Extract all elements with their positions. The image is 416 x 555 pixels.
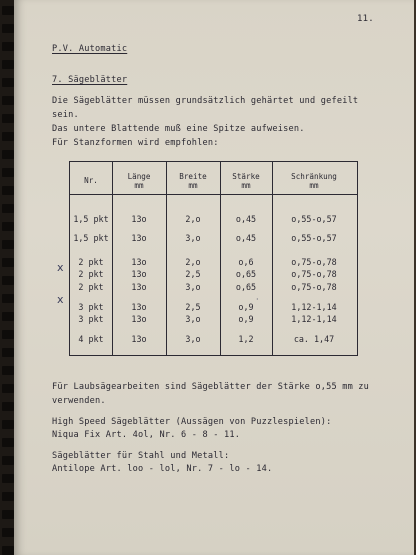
binding-hole	[2, 168, 14, 177]
table-cell-staerke: o,9	[238, 314, 254, 324]
table-cell-nr: 1,5 pkt	[73, 233, 109, 243]
table-header-label: Stärke	[232, 172, 260, 181]
table-cell-breite: 3,o	[185, 334, 201, 344]
table-header-label: Nr.	[84, 176, 98, 185]
binding-hole	[2, 330, 14, 339]
binding-hole	[2, 276, 14, 285]
paragraph-line: High Speed Sägeblätter (Aussägen von Puzzlespielen):	[52, 417, 332, 427]
binding-hole	[2, 96, 14, 105]
table-cell-laenge: 13o	[131, 302, 147, 312]
intro-line: Für Stanzformen wird empfohlen:	[52, 138, 219, 148]
intro-line: sein.	[52, 110, 79, 120]
table-cell-breite: 2,o	[185, 257, 201, 267]
binding-hole	[2, 42, 14, 51]
binding-hole	[2, 150, 14, 159]
table-cell-laenge: 13o	[131, 257, 147, 267]
paragraph-line: verwenden.	[52, 396, 106, 406]
table-cell-schraenkung: o,75-o,78	[291, 282, 337, 292]
paragraph-line: Für Laubsägearbeiten sind Sägeblätter der Stärke o,55 mm zu	[52, 382, 370, 392]
table-cell-schraenkung: o,75-o,78	[291, 257, 337, 267]
table-header-unit: mm	[134, 181, 144, 191]
binding-hole	[2, 6, 14, 15]
table-cell-breite: 2,5	[185, 269, 201, 279]
binding-hole	[2, 546, 14, 555]
table-header-unit: mm	[188, 181, 198, 191]
table-cell-staerke: o,45	[235, 233, 257, 243]
table-header-label: Breite	[179, 172, 207, 181]
table-header-breite	[163, 172, 223, 191]
intro-line: Das untere Blattende muß eine Spitze aufweisen.	[52, 124, 305, 134]
table-cell-breite: 3,o	[185, 282, 201, 292]
subsection-title: 7. Sägeblätter	[52, 75, 128, 85]
table-cell-nr: 3 pkt	[78, 314, 104, 324]
binding-hole	[2, 348, 14, 357]
binding-hole	[2, 492, 14, 501]
table-cell-breite: 2,o	[185, 214, 201, 224]
table-cell-staerke: o,45	[235, 214, 257, 224]
paragraph-line: Sägeblätter für Stahl und Metall:	[52, 451, 230, 461]
table-cell-laenge: 13o	[131, 282, 147, 292]
table-cell-staerke: o,9	[238, 302, 254, 312]
table-cell-schraenkung: 1,12-1,14	[291, 314, 337, 324]
table-cell-breite: 2,5	[185, 302, 201, 312]
binding-hole	[2, 78, 14, 87]
spiral-binding	[0, 0, 14, 555]
binding-hole	[2, 528, 14, 537]
table-cell-laenge: 13o	[131, 314, 147, 324]
table-cell-laenge: 13o	[131, 214, 147, 224]
table-header-label: Länge	[127, 172, 151, 181]
table-cell-laenge: 13o	[131, 269, 147, 279]
table-cell-nr: 4 pkt	[78, 334, 104, 344]
binding-hole	[2, 456, 14, 465]
table-cell-staerke: o,65	[235, 269, 257, 279]
table-header-laenge	[109, 172, 169, 191]
table-cell-laenge: 13o	[131, 334, 147, 344]
table-cell-staerke: 1,2	[238, 334, 254, 344]
binding-hole	[2, 132, 14, 141]
table-cell-laenge: 13o	[131, 233, 147, 243]
binding-hole	[2, 60, 14, 69]
handwritten-x-mark: x	[57, 293, 64, 306]
table-cell-nr: 2 pkt	[78, 257, 104, 267]
table-cell-nr: 2 pkt	[78, 282, 104, 292]
binding-hole	[2, 258, 14, 267]
table-header-staerke	[216, 172, 276, 191]
table-cell-schraenkung: o,55-o,57	[291, 214, 337, 224]
intro-line: Die Sägeblätter müssen grundsätzlich gehärtet und gefeilt	[52, 96, 359, 106]
binding-hole	[2, 24, 14, 33]
binding-hole	[2, 438, 14, 447]
binding-hole	[2, 510, 14, 519]
page-number: 11.	[357, 14, 374, 24]
table-header-unit: mm	[241, 181, 251, 191]
stray-dot-mark: ·	[256, 295, 259, 304]
binding-hole	[2, 402, 14, 411]
table-cell-breite: 3,o	[185, 233, 201, 243]
section-title: P.V. Automatic	[52, 44, 128, 54]
binding-hole	[2, 240, 14, 249]
binding-hole	[2, 366, 14, 375]
binding-hole	[2, 222, 14, 231]
table-cell-schraenkung: 1,12-1,14	[291, 302, 337, 312]
table-header-divider	[70, 194, 357, 195]
binding-hole	[2, 294, 14, 303]
paragraph-line: Niqua Fix Art. 4ol, Nr. 6 - 8 - 11.	[52, 430, 241, 440]
binding-hole	[2, 312, 14, 321]
table-cell-schraenkung: o,75-o,78	[291, 269, 337, 279]
binding-hole	[2, 384, 14, 393]
binding-hole	[2, 474, 14, 483]
table-header-schraenkung	[284, 172, 344, 191]
table-cell-nr: 1,5 pkt	[73, 214, 109, 224]
table-header-unit: mm	[309, 181, 319, 191]
handwritten-x-mark: x	[57, 261, 64, 274]
table-cell-schraenkung: ca. 1,47	[293, 334, 335, 344]
binding-hole	[2, 114, 14, 123]
table-cell-nr: 3 pkt	[78, 302, 104, 312]
binding-hole	[2, 186, 14, 195]
binding-hole	[2, 420, 14, 429]
table-cell-breite: 3,o	[185, 314, 201, 324]
table-cell-staerke: o,6	[238, 257, 254, 267]
table-cell-staerke: o,65	[235, 282, 257, 292]
paragraph-line: Antilope Art. loo - lol, Nr. 7 - lo - 14.	[52, 464, 273, 474]
table-cell-nr: 2 pkt	[78, 269, 104, 279]
table-header-label: Schränkung	[291, 172, 337, 181]
saw-blade-table	[69, 161, 358, 356]
table-cell-schraenkung: o,55-o,57	[291, 233, 337, 243]
document-page	[14, 0, 414, 555]
binding-hole	[2, 204, 14, 213]
